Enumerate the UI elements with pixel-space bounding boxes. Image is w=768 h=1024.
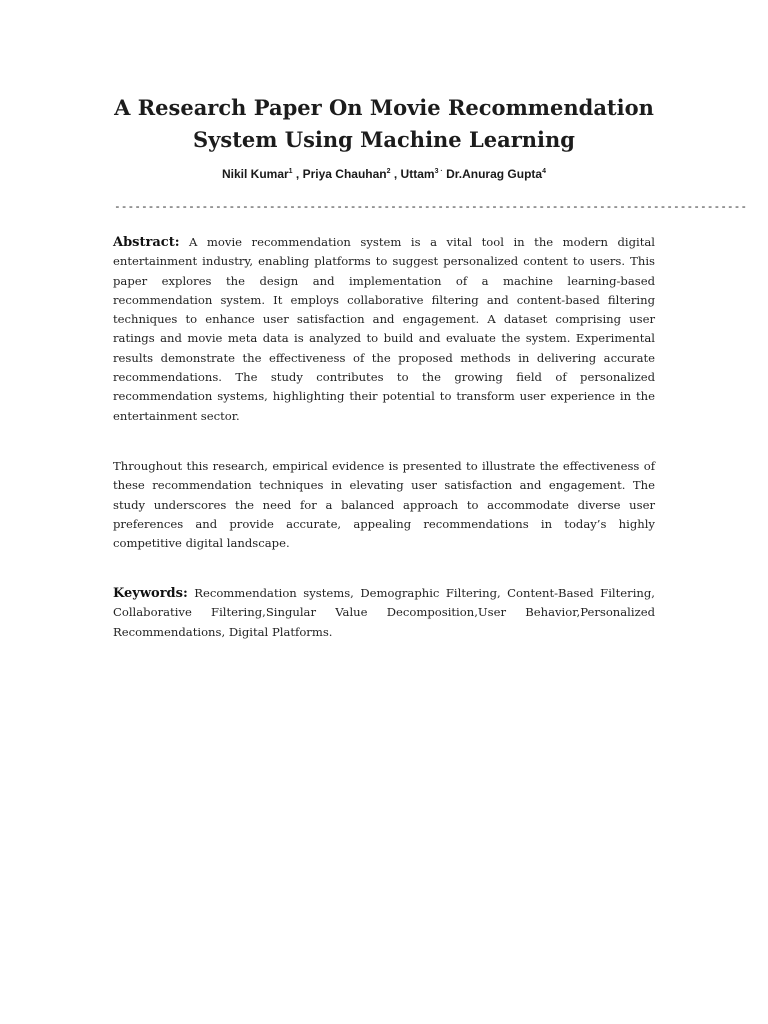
- author-affiliation-mark: 4: [542, 168, 546, 175]
- evidence-paragraph: Throughout this research, empirical evidence is presented to illustrate the effectiveness of these recommendation techniques in elevating user satisfaction and engagement. The study underscores the need for a balanced approach to accommodate diverse user preferences and provide accurate, appealing recommendations in today’s highly competitive digital landscape.: [113, 459, 655, 551]
- author-separator: ,: [390, 167, 401, 181]
- author-separator: ,: [292, 167, 303, 181]
- author-name: Dr.Anurag Gupta: [446, 167, 543, 181]
- abstract-paragraph: [113, 233, 655, 426]
- keywords-paragraph: [113, 584, 655, 642]
- paper-title: [0, 92, 768, 156]
- author-name: Priya Chauhan: [302, 167, 387, 181]
- author-affiliation-mark: 3 ·: [434, 168, 443, 175]
- dashed-separator: ----------------------------------------------------------------------------------------------: [114, 200, 748, 213]
- author-list: [0, 166, 768, 182]
- abstract-text: A movie recommendation system is a vital tool in the modern digital entertainment industry, enabling platforms to suggest personalized content to users. This paper explores the design and implementation of a machine learning-based recommendation system. It employs collaborative filtering and content-based filtering techniques to enhance user satisfaction and engagement. A dataset comprising user ratings and movie meta data is analyzed to build and evaluate the system. Experimental results demonstrate the effectiveness of the proposed methods in delivering accurate recommendations. The study contributes to the growing field of personalized recommendation systems, highlighting their potential to transform user experience in the entertainment sector.: [113, 235, 655, 423]
- paper-title-line-1: A Research Paper On Movie Recommendation: [114, 95, 654, 120]
- author-affiliation-mark: 1: [288, 168, 293, 175]
- paper-title-line-2: System Using Machine Learning: [193, 127, 575, 152]
- abstract-label: Abstract:: [113, 235, 180, 250]
- author-affiliation-mark: 2: [386, 168, 391, 175]
- keywords-text: Recommendation systems, Demographic Filtering, Content-Based Filtering, Collaborative Filtering,Singular Value Decomposition,User Behavior,Personalized Recommendations, Digital Platforms.: [113, 586, 655, 639]
- author-name: Uttam: [400, 167, 435, 181]
- keywords-label: Keywords:: [113, 586, 188, 601]
- author-name: Nikil Kumar: [221, 167, 289, 181]
